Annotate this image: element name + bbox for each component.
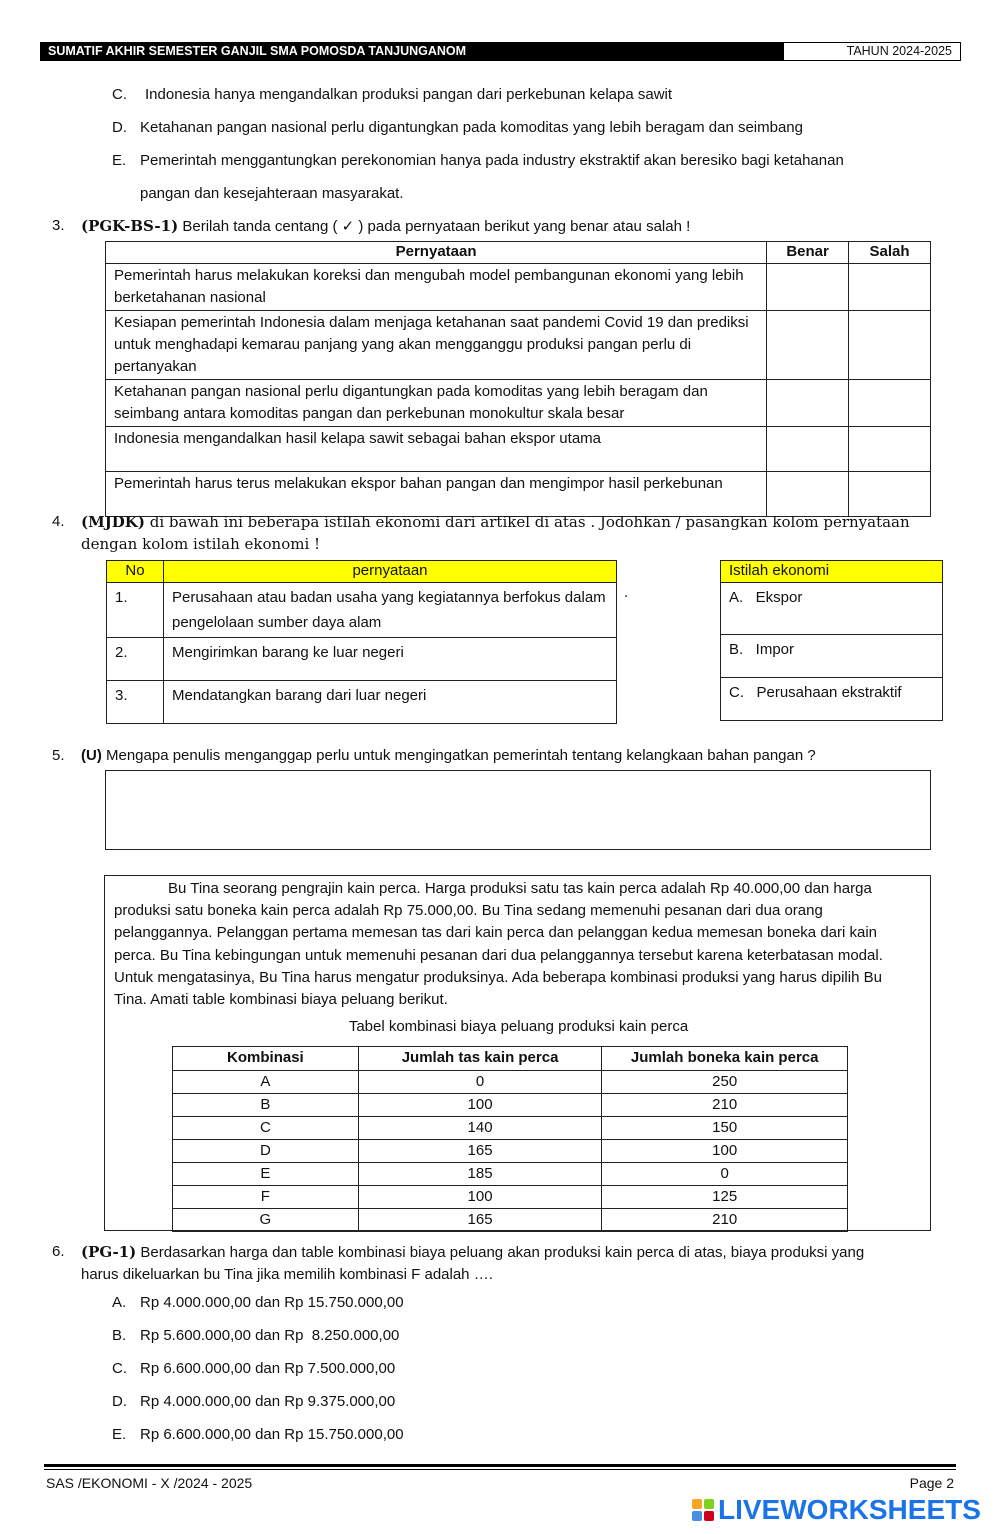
q5-text: Mengapa penulis menganggap perlu untuk mengingatkan pemerintah tentang kelangkaan bahan pangan ? [106, 747, 816, 764]
page-header [40, 42, 961, 61]
cell: 165 [358, 1209, 602, 1232]
cell: 210 [602, 1209, 848, 1232]
q6-option-a[interactable]: A. Rp 4.000.000,00 dan Rp 15.750.000,00 [112, 1294, 404, 1311]
footer-left: SAS /EKONOMI - X /2024 - 2025 [46, 1475, 253, 1491]
footer-divider-thin [44, 1469, 956, 1470]
match-no-3: 3. [107, 681, 164, 724]
cell: 100 [602, 1140, 848, 1163]
table-caption: Tabel kombinasi biaya peluang produksi kain perca [348, 1018, 689, 1035]
col-header-false: Salah [849, 242, 931, 264]
story-text: Bu Tina seorang pengrajin kain perca. Harga produksi satu tas kain perca adalah Rp 40.000,00 dan harga produksi satu boneka kain perca adalah Rp 75.000,00. Bu Tina sedang memenuhi pesanan dari dua orang pelanggannya. Pelanggan pertama memesan tas dari kain perca dan pelanggan kedua memesan boneka dari kain perca. Bu Tina kebingungan untuk memenuhi pesanan dari dua pelanggannya tersebut karena keterbatasan modal. Untuk mengatasinya, Bu Tina harus mengatur produksinya. Ada beberapa kombinasi produksi yang harus dipilih Bu Tina. Amati table kombinasi biaya peluang berikut. [114, 880, 883, 1009]
col-header-pernyataan: pernyataan [164, 561, 617, 583]
q6-option-e[interactable]: E. Rp 6.600.000,00 dan Rp 15.750.000,00 [112, 1426, 404, 1443]
cell: E [173, 1163, 359, 1186]
stray-dot: . [624, 584, 629, 601]
col-header-boneka: Jumlah boneka kain perca [602, 1047, 848, 1071]
matching-statements-table [106, 560, 617, 724]
col-header-true: Benar [767, 242, 849, 264]
match-term-a[interactable]: A. Ekspor [721, 583, 943, 635]
cell: B [173, 1094, 359, 1117]
true-cell-2[interactable] [767, 311, 849, 380]
q6-option-b[interactable]: B. Rp 5.600.000,00 dan Rp 8.250.000,00 [112, 1327, 400, 1344]
q6-text-2: harus dikeluarkan bu Tina jika memilih kombinasi F adalah …. [81, 1266, 493, 1283]
liveworksheets-logo [692, 1494, 981, 1526]
true-cell-5[interactable] [767, 472, 849, 517]
q6-code: (PG-1) [81, 1243, 137, 1261]
false-cell-2[interactable] [849, 311, 931, 380]
table-row [173, 1117, 848, 1140]
q4-text-2: dengan kolom istilah ekonomi ! [81, 535, 321, 553]
cell: A [173, 1071, 359, 1094]
liveworksheets-icon [692, 1499, 714, 1521]
true-false-table [105, 241, 931, 517]
q3-prompt [81, 215, 690, 238]
col-header-istilah: Istilah ekonomi [721, 561, 943, 583]
q5-prompt [81, 745, 816, 767]
q2-option-c[interactable]: C. Indonesia hanya mengandalkan produksi pangan dari perkebunan kelapa sawit [112, 86, 673, 103]
q4-prompt [81, 511, 910, 555]
q5-number: 5. [52, 747, 65, 764]
col-header-statement: Pernyataan [106, 242, 767, 264]
header-year: TAHUN 2024-2025 [783, 42, 961, 61]
statement-1: Pemerintah harus melakukan koreksi dan mengubah model pembangunan ekonomi yang lebih berketahanan nasional [106, 264, 767, 311]
table-row [173, 1186, 848, 1209]
q2-option-d[interactable]: D. Ketahanan pangan nasional perlu digantungkan pada komoditas yang lebih beragam dan seimbang [112, 119, 803, 136]
q2-option-e[interactable]: E. Pemerintah menggantungkan perekonomian hanya pada industry ekstraktif akan beresiko bagi ketahanan [112, 152, 844, 169]
col-header-kombinasi: Kombinasi [173, 1047, 359, 1071]
match-no-1: 1. [107, 583, 164, 638]
cell: 210 [602, 1094, 848, 1117]
q6-text-1: Berdasarkan harga dan table kombinasi biaya peluang akan produksi kain perca di atas, biaya produksi yang [140, 1244, 865, 1261]
table-row [173, 1094, 848, 1117]
cell: 140 [358, 1117, 602, 1140]
story-box [104, 875, 931, 1231]
match-statement-2[interactable]: Mengirimkan barang ke luar negeri [164, 638, 617, 681]
match-no-2: 2. [107, 638, 164, 681]
cell: 125 [602, 1186, 848, 1209]
cell: 150 [602, 1117, 848, 1140]
match-statement-3[interactable]: Mendatangkan barang dari luar negeri [164, 681, 617, 724]
q4-text-1: di bawah ini beberapa istilah ekonomi dari artikel di atas . Jodohkan / pasangkan kolom pernyataan [149, 513, 910, 531]
cell: 165 [358, 1140, 602, 1163]
false-cell-5[interactable] [849, 472, 931, 517]
true-cell-4[interactable] [767, 427, 849, 472]
matching-terms-table [720, 560, 943, 721]
cell: 100 [358, 1094, 602, 1117]
q6-number: 6. [52, 1243, 65, 1260]
table-row [173, 1140, 848, 1163]
cell: 185 [358, 1163, 602, 1186]
false-cell-3[interactable] [849, 380, 931, 427]
combination-table [172, 1046, 848, 1232]
header-school-title: SUMATIF AKHIR SEMESTER GANJIL SMA POMOSDA TANJUNGANOM [40, 42, 783, 61]
statement-3: Ketahanan pangan nasional perlu digantungkan pada komoditas yang lebih beragam dan seimbang antara komoditas pangan dan perkebunan monokultur skala besar [106, 380, 767, 427]
match-statement-1[interactable]: Perusahaan atau badan usaha yang kegiatannya berfokus dalam pengelolaan sumber daya alam [164, 583, 617, 638]
cell: C [173, 1117, 359, 1140]
true-cell-1[interactable] [767, 264, 849, 311]
cell: D [173, 1140, 359, 1163]
cell: G [173, 1209, 359, 1232]
statement-5: Pemerintah harus terus melakukan ekspor bahan pangan dan mengimpor hasil perkebunan [106, 472, 767, 517]
statement-2: Kesiapan pemerintah Indonesia dalam menjaga ketahanan saat pandemi Covid 19 dan prediksi untuk menghadapi kemarau panjang yang akan mengganggu produksi pangan perlu di pertanyakan [106, 311, 767, 380]
q4-number: 4. [52, 513, 65, 530]
table-row [173, 1209, 848, 1232]
q6-option-d[interactable]: D. Rp 4.000.000,00 dan Rp 9.375.000,00 [112, 1393, 396, 1410]
q2-option-e-cont: pangan dan kesejahteraan masyarakat. [140, 185, 404, 202]
cell: 100 [358, 1186, 602, 1209]
true-cell-3[interactable] [767, 380, 849, 427]
liveworksheets-text: LIVEWORKSHEETS [718, 1494, 981, 1525]
false-cell-4[interactable] [849, 427, 931, 472]
q4-code: (MJDK) [81, 513, 145, 531]
col-header-no: No [107, 561, 164, 583]
cell: 0 [358, 1071, 602, 1094]
q3-code: (PGK-BS-1) [81, 217, 179, 235]
cell: F [173, 1186, 359, 1209]
table-row [173, 1071, 848, 1094]
q6-prompt [81, 1241, 864, 1286]
match-term-c[interactable]: C. Perusahaan ekstraktif [721, 678, 943, 721]
false-cell-1[interactable] [849, 264, 931, 311]
q5-answer-box[interactable] [105, 770, 931, 850]
q5-code: (U) [81, 747, 102, 764]
footer-page: Page 2 [909, 1475, 954, 1491]
col-header-tas: Jumlah tas kain perca [358, 1047, 602, 1071]
footer-divider [44, 1464, 956, 1467]
statement-4: Indonesia mengandalkan hasil kelapa sawit sebagai bahan ekspor utama [106, 427, 767, 472]
q6-option-c[interactable]: C. Rp 6.600.000,00 dan Rp 7.500.000,00 [112, 1360, 396, 1377]
q3-number: 3. [52, 217, 65, 234]
match-term-b[interactable]: B. Impor [721, 635, 943, 678]
cell: 0 [602, 1163, 848, 1186]
q3-text: Berilah tanda centang ( ✓ ) pada pernyataan berikut yang benar atau salah ! [182, 218, 691, 235]
table-row [173, 1163, 848, 1186]
cell: 250 [602, 1071, 848, 1094]
